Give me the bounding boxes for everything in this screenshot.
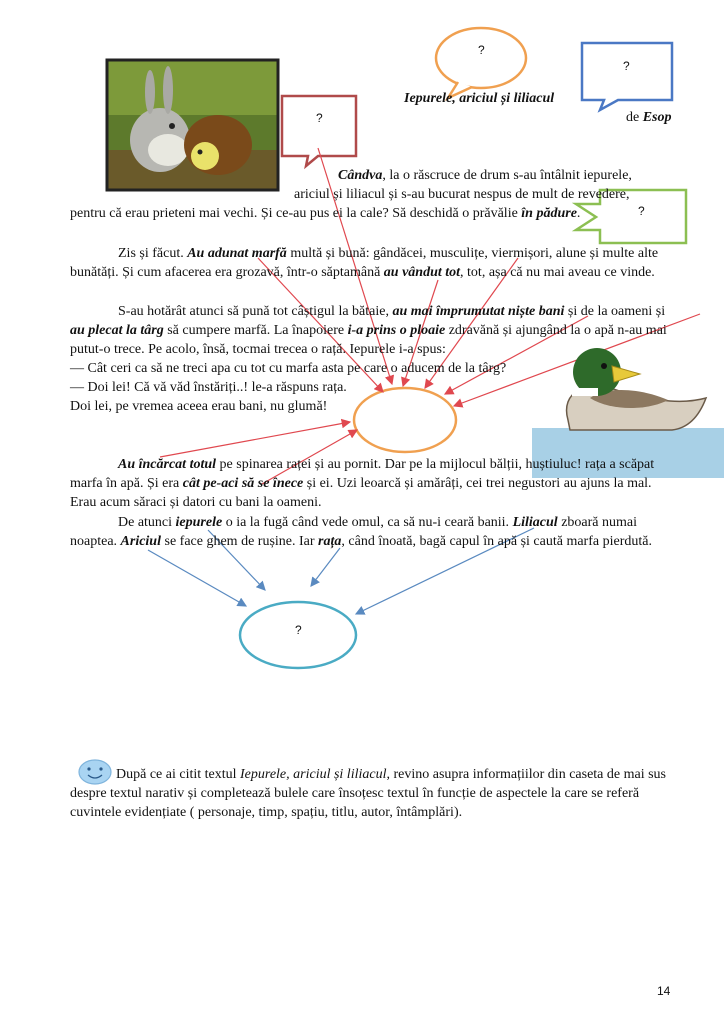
paragraph-4: Au încărcat totul pe spinarea raței și au pornit. Dar pe la mijlocul bălții, huștiuluc! rața a scăpat marfa în apă. Și era cât pe-aci să se înece și ei. Uzi leoarcă și amărâți, cei trei negustori au ajuns la mal. Erau acum săraci și datori cu bani la oameni.	[70, 457, 655, 510]
task-instructions: După ce ai citit textul Iepurele, ariciul și liliacul, revino asupra informațiilor din caseta de mai sus despre textul narativ și completează bulele care însoțesc textul în funcție de aspectele la care se referă cuvintele evidențiate ( personaje, timp, spațiu, titlu, autor, întâmplări).	[70, 767, 666, 820]
author-bubble[interactable]	[582, 43, 672, 110]
dialog-line-3: Doi lei, pe vremea aceea erau bani, nu glumă!	[70, 399, 328, 414]
title-bubble[interactable]	[436, 28, 526, 98]
events-bubble[interactable]	[354, 388, 456, 452]
story-title: Iepurele, ariciul și liliacul	[404, 91, 555, 106]
title-bubble-label: ?	[478, 43, 485, 57]
time-bubble-label: ?	[316, 111, 323, 125]
p1-line2: ariciul și liliacul și s-au bucurat nespus de mult de revedere,	[294, 187, 630, 202]
dialog-line-2: — Doi lei! Că vă văd înstăriți..! le-a răspuns rața.	[70, 380, 347, 395]
characters-bubble-label: ?	[295, 623, 302, 637]
paragraph-2: Zis și făcut. Au adunat marfă multă și bună: gândăcei, musculițe, viermișori, alune și multe alte bunătăți. Și cum afacerea era grozavă, într-o săptamână au vândut tot, tot, așa că nu mai aveau ce vinde.	[70, 246, 659, 280]
rabbit-hedgehog-illustration	[107, 60, 278, 190]
p1-line1: Cândva, la o răscruce de drum s-au întâlnit iepurele,	[338, 168, 632, 183]
dialog-line-1: — Cât ceri ca să ne treci apa cu tot cu marfa asta pe care o aducem de la târg?	[70, 361, 507, 376]
space-bubble-label: ?	[638, 204, 645, 218]
author-bubble-label: ?	[623, 59, 630, 73]
page-number: 14	[657, 984, 671, 998]
paragraph-3: S-au hotărât atunci să pună tot câștigul la bătaie, au mai împrumutat niște bani și de la oameni și au plecat la târg să cumpere marfă. La înapoiere i-a prins o ploaie zdravănă și ajungând la o apă n-au mai putut-o trece. Pe acolo, însă, tocmai trecea o rață. Iepurele i-a spus:	[70, 304, 667, 357]
paragraph-5: De atunci iepurele o ia la fugă când vede omul, ca să nu-i ceară banii. Liliacul zboară numai noaptea. Ariciul se face ghem de rușine. Iar rața, când înoată, bagă capul în apă și caută marfa pierdută.	[70, 515, 652, 549]
story-author: de Esop	[626, 110, 672, 125]
p1-line3: pentru că erau prieteni mai vechi. Și ce-au pus ei la cale? Să deschidă o prăvălie în pădure.	[70, 206, 581, 221]
time-bubble[interactable]	[282, 96, 356, 166]
